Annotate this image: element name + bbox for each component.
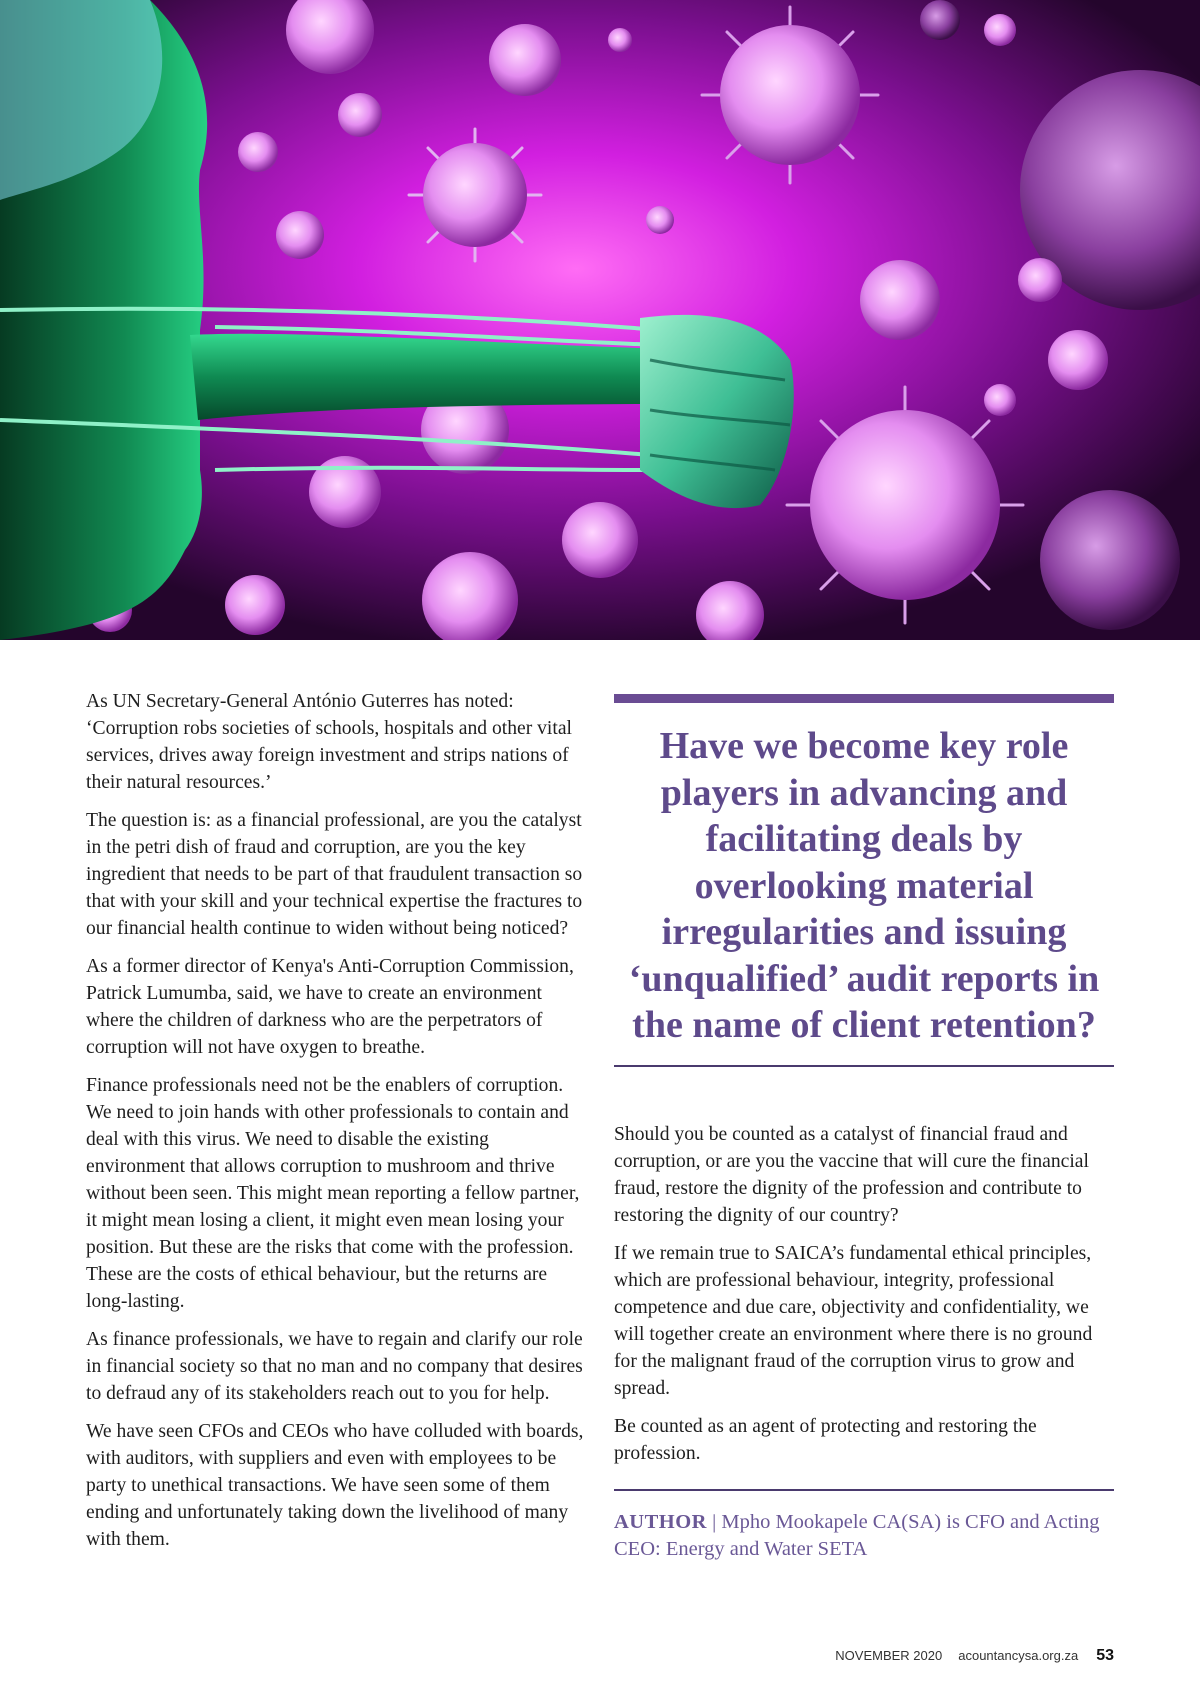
left-column	[86, 688, 586, 1564]
pull-quote-top-rule	[614, 694, 1114, 703]
virus-mask-illustration-icon	[0, 0, 1200, 640]
hero-image	[0, 0, 1200, 640]
paragraph: As finance professionals, we have to regain and clarify our role in financial society so that no man and no company that desires to defraud any of its stakeholders reach out to you for help.	[86, 1329, 583, 1404]
paragraph: We have seen CFOs and CEOs who have colluded with boards, with auditors, with suppliers and even with employees to be party to unethical transactions. We have seen some of them ending and unfortunately taking down the livelihood of many with them.	[86, 1421, 584, 1550]
author-label: AUTHOR	[614, 1510, 707, 1533]
paragraph: Should you be counted as a catalyst of financial fraud and corruption, or are you the vaccine that will cure the financial fraud, restore the dignity of the profession and contribute to restoring the dignity of our country?	[614, 1123, 1089, 1226]
paragraph: As UN Secretary-General António Guterres has noted: ‘Corruption robs societies of schools, hospitals and other vital services, drives away foreign investment and strips nations of their natural resources.’	[86, 691, 572, 793]
paragraph: As a former director of Kenya's Anti-Corruption Commission, Patrick Lumumba, said, we have to create an environment where the children of darkness who are the perpetrators of corruption will not have oxygen to breathe.	[86, 956, 574, 1058]
author-byline	[614, 1509, 1114, 1563]
pull-quote: Have we become key role players in advancing and facilitating deals by overlooking material irregularities and issuing ‘unqualified’ audit reports in the name of client retention?	[628, 725, 1100, 1046]
author-text: Mpho Mookapele CA(SA) is CFO and Acting CEO: Energy and Water SETA	[614, 1510, 1100, 1560]
pull-quote-bottom-rule	[614, 1065, 1114, 1067]
page-footer	[835, 1647, 1114, 1665]
right-body	[614, 1121, 1114, 1467]
author-rule	[614, 1489, 1114, 1491]
author-separator: |	[706, 1510, 722, 1533]
right-column	[614, 694, 1114, 1563]
paragraph: The question is: as a financial professional, are you the catalyst in the petri dish of fraud and corruption, are you the key ingredient that needs to be part of that fraudulent transaction so that with your skill and your technical expertise the fractures to our financial health continue to widen without being noticed?	[86, 810, 583, 939]
footer-issue: NOVEMBER 2020	[835, 1648, 943, 1663]
paragraph: Finance professionals need not be the enablers of corruption. We need to join hands with other professionals to contain and deal with this virus. We need to disable the existing environment that allows corruption to mushroom and thrive without been seen. This might mean reporting a fellow partner, it might mean losing a client, it might even mean losing your position. But these are the risks that come with the profession. These are the costs of ethical behaviour, but the returns are long-lasting.	[86, 1075, 580, 1312]
page-number: 53	[1096, 1647, 1114, 1664]
paragraph: Be counted as an agent of protecting and restoring the profession.	[614, 1415, 1037, 1464]
footer-site: acountancysa.org.za	[958, 1648, 1079, 1663]
paragraph: If we remain true to SAICA’s fundamental ethical principles, which are professional behaviour, integrity, professional competence and due care, objectivity and confidentiality, we will together create an environment where there is no ground for the malignant fraud of the corruption virus to grow and spread.	[614, 1242, 1093, 1399]
